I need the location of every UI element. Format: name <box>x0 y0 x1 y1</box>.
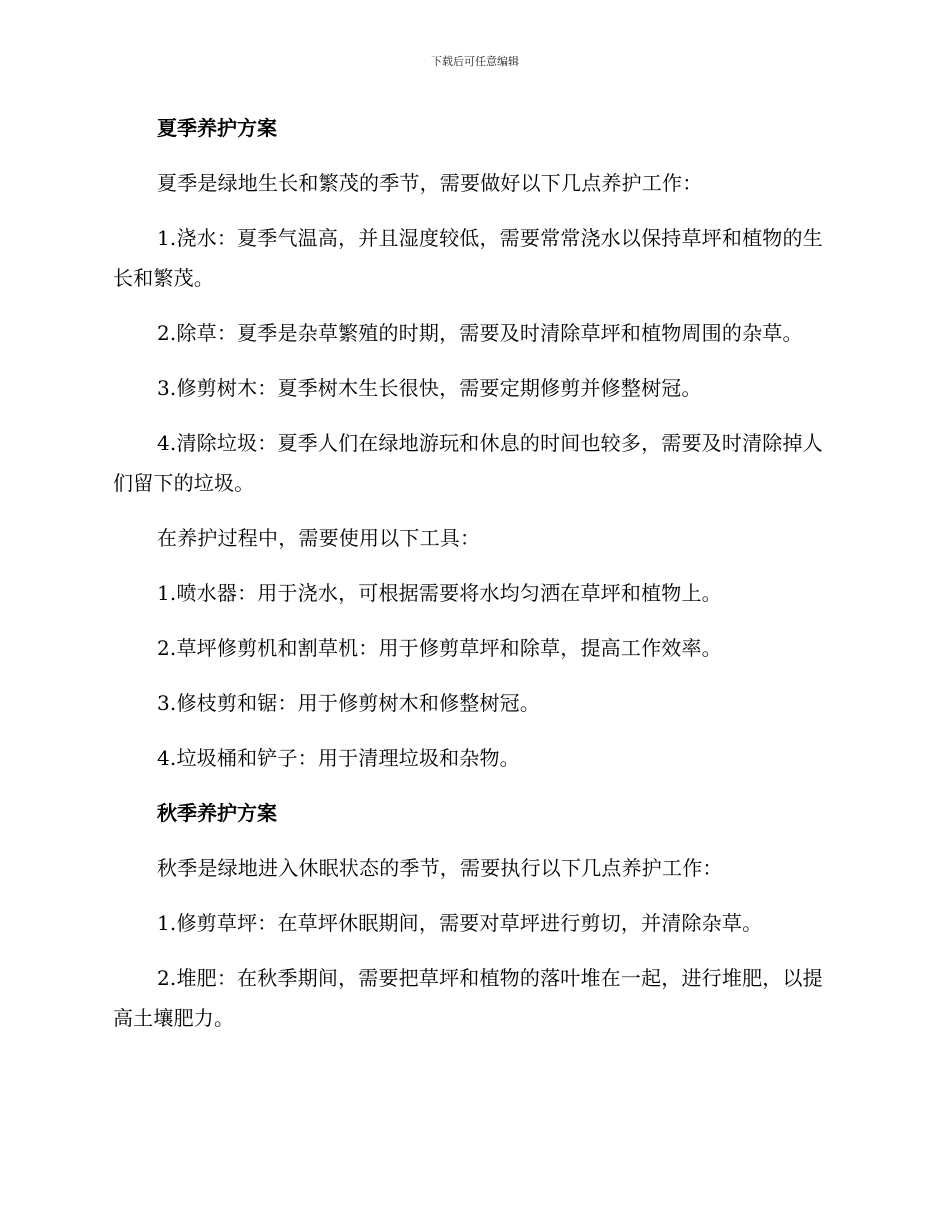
summer-task-litter: 4.清除垃圾：夏季人们在绿地游玩和休息的时间也较多，需要及时清除掉人们留下的垃圾。 <box>113 431 823 495</box>
document-body <box>113 108 825 1053</box>
summer-tool-mower: 2.草坪修剪机和割草机：用于修剪草坪和除草，提高工作效率。 <box>157 636 722 660</box>
summer-task-watering: 1.浇水：夏季气温高，并且湿度较低，需要常常浇水以保持草坪和植物的生长和繁茂。 <box>113 226 823 290</box>
summer-tool-shears: 3.修枝剪和锯：用于修剪树木和修整树冠。 <box>157 691 541 715</box>
page-header-note: 下载后可任意编辑 <box>431 55 519 68</box>
autumn-section-title: 秋季养护方案 <box>157 801 277 825</box>
summer-tools-intro: 在养护过程中，需要使用以下工具： <box>157 526 481 550</box>
summer-intro: 夏季是绿地生长和繁茂的季节，需要做好以下几点养护工作： <box>157 171 703 195</box>
summer-tool-sprinkler: 1.喷水器：用于浇水，可根据需要将水均匀洒在草坪和植物上。 <box>157 581 722 605</box>
summer-task-pruning: 3.修剪树木：夏季树木生长很快，需要定期修剪并修整树冠。 <box>157 376 702 400</box>
summer-section-title: 夏季养护方案 <box>157 116 277 140</box>
autumn-intro: 秋季是绿地进入休眠状态的季节，需要执行以下几点养护工作： <box>157 856 723 880</box>
summer-task-weeding: 2.除草：夏季是杂草繁殖的时期，需要及时清除草坪和植物周围的杂草。 <box>157 321 803 345</box>
autumn-task-composting: 2.堆肥：在秋季期间，需要把草坪和植物的落叶堆在一起，进行堆肥，以提高土壤肥力。 <box>113 966 823 1030</box>
autumn-task-mowing: 1.修剪草坪：在草坪休眠期间，需要对草坪进行剪切，并清除杂草。 <box>157 911 763 935</box>
summer-tool-bin: 4.垃圾桶和铲子：用于清理垃圾和杂物。 <box>157 746 520 770</box>
